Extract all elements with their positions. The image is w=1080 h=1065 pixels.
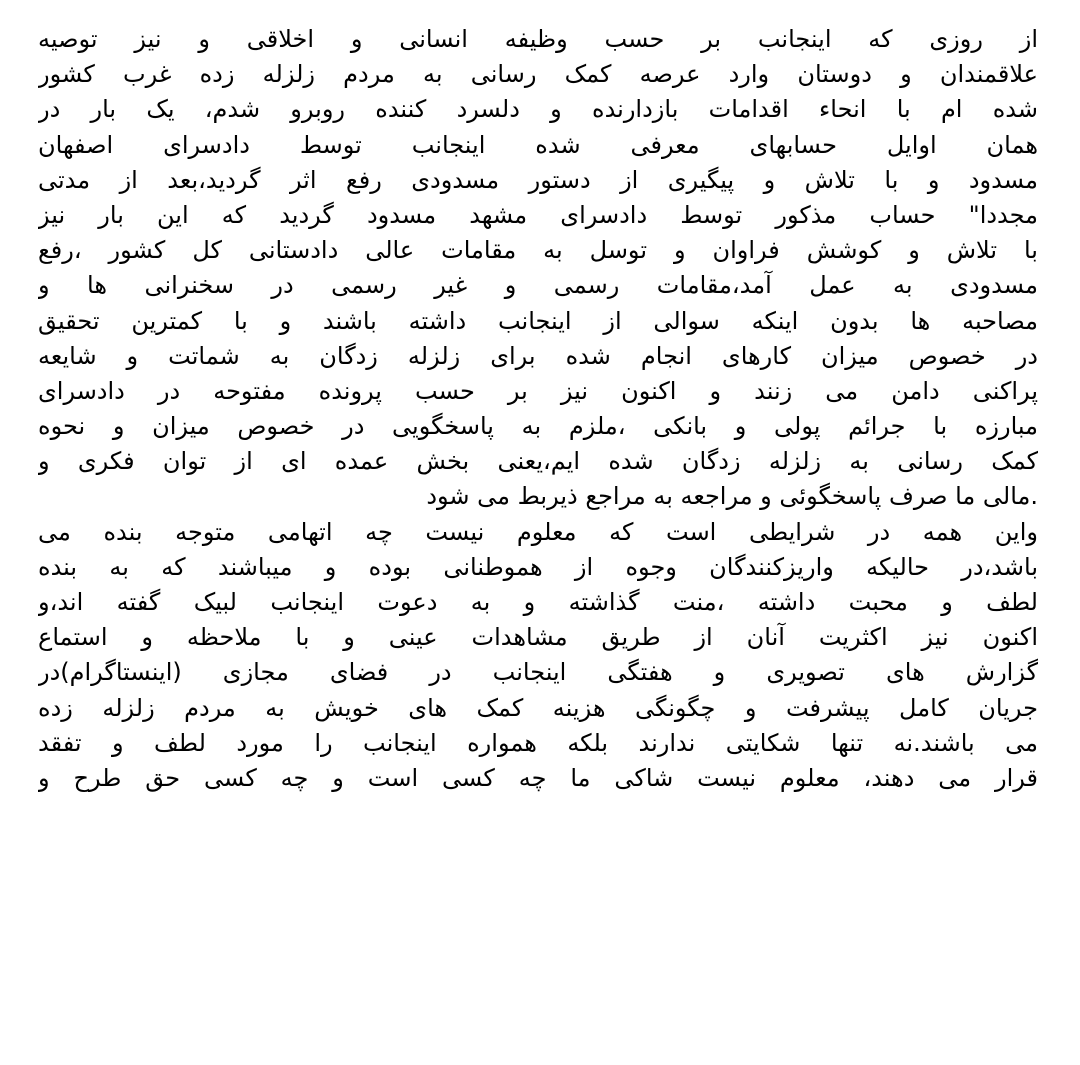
text-line: مسدودی به عمل آمد،مقامات رسمی و غیر رسمی در سخنرانی ها و: [38, 271, 1038, 300]
text-line: جریان کامل پیشرفت و چگونگی هزینه کمک های خویش به مردم زلزله زده: [38, 693, 1038, 722]
text-line: علاقمندان و دوستان وارد عرصه کمک رسانی به مردم زلزله زده غرب کشور: [38, 60, 1038, 89]
text-line: .مالی ما صرف پاسخگوئی و مراجعه به مراجع ذیربط می شود: [426, 482, 1038, 511]
text-line: قرار می دهند، معلوم نیست شاکی ما چه کسی است و چه کسی حق طرح و: [38, 763, 1038, 792]
paragraph-1: [38, 22, 1038, 515]
text-line: واین همه در شرایطی است که معلوم نیست چه اتهامی متوجه بنده می: [38, 517, 1038, 546]
text-line: لطف و محبت داشته ،منت گذاشته و به دعوت اینجانب لبیک گفته اند،و: [38, 588, 1038, 616]
text-line: در خصوص میزان کارهای انجام شده برای زلزله زدگان به شماتت و شایعه: [38, 341, 1038, 370]
document-text: [38, 22, 1038, 796]
text-line: از روزی که اینجانب بر حسب وظیفه انسانی و اخلاقی و نیز توصیه: [38, 25, 1038, 53]
text-line: مبارزه با جرائم پولی و بانکی ،ملزم به پاسخگویی در خصوص میزان و نحوه: [38, 412, 1038, 441]
text-line: اکنون نیز اکثریت آنان از طریق مشاهدات عینی و با ملاحظه و استماع: [38, 623, 1038, 652]
text-line: می باشند.نه تنها شکایتی ندارند بلکه همواره اینجانب را مورد لطف و تفقد: [38, 728, 1038, 757]
text-line: مجددا" حساب مذکور توسط دادسرای مشهد مسدود گردید که این بار نیز: [38, 200, 1038, 229]
paragraph-2: [38, 515, 1038, 797]
text-line: کمک رسانی به زلزله زدگان شده ایم،یعنی بخش عمده ای از توان فکری و: [38, 447, 1038, 476]
text-line: با تلاش و کوشش فراوان و توسل به مقامات عالی دادستانی کل کشور ،رفع: [38, 236, 1038, 265]
text-line: باشد،در حالیکه واریزکنندگان وجوه از هموطنانی بوده و میباشند که به بنده: [38, 552, 1038, 581]
text-line: شده ام با انحاء اقدامات بازدارنده و دلسرد کننده روبرو شدم، یک بار در: [38, 95, 1038, 124]
text-line: مسدود و با تلاش و پیگیری از دستور مسدودی رفع اثر گردید،بعد از مدتی: [38, 165, 1038, 194]
text-line: مصاحبه ها بدون اینکه سوالی از اینجانب داشته باشند و با کمترین تحقیق: [38, 306, 1038, 335]
text-line: همان اوایل حسابهای معرفی شده اینجانب توسط دادسرای اصفهان: [38, 130, 1038, 159]
text-line: پراکنی دامن می زنند و اکنون نیز بر حسب پرونده مفتوحه در دادسرای: [38, 376, 1038, 405]
text-line: گزارش های تصویری و هفتگی اینجانب در فضای مجازی (اینستاگرام)در: [38, 658, 1038, 687]
